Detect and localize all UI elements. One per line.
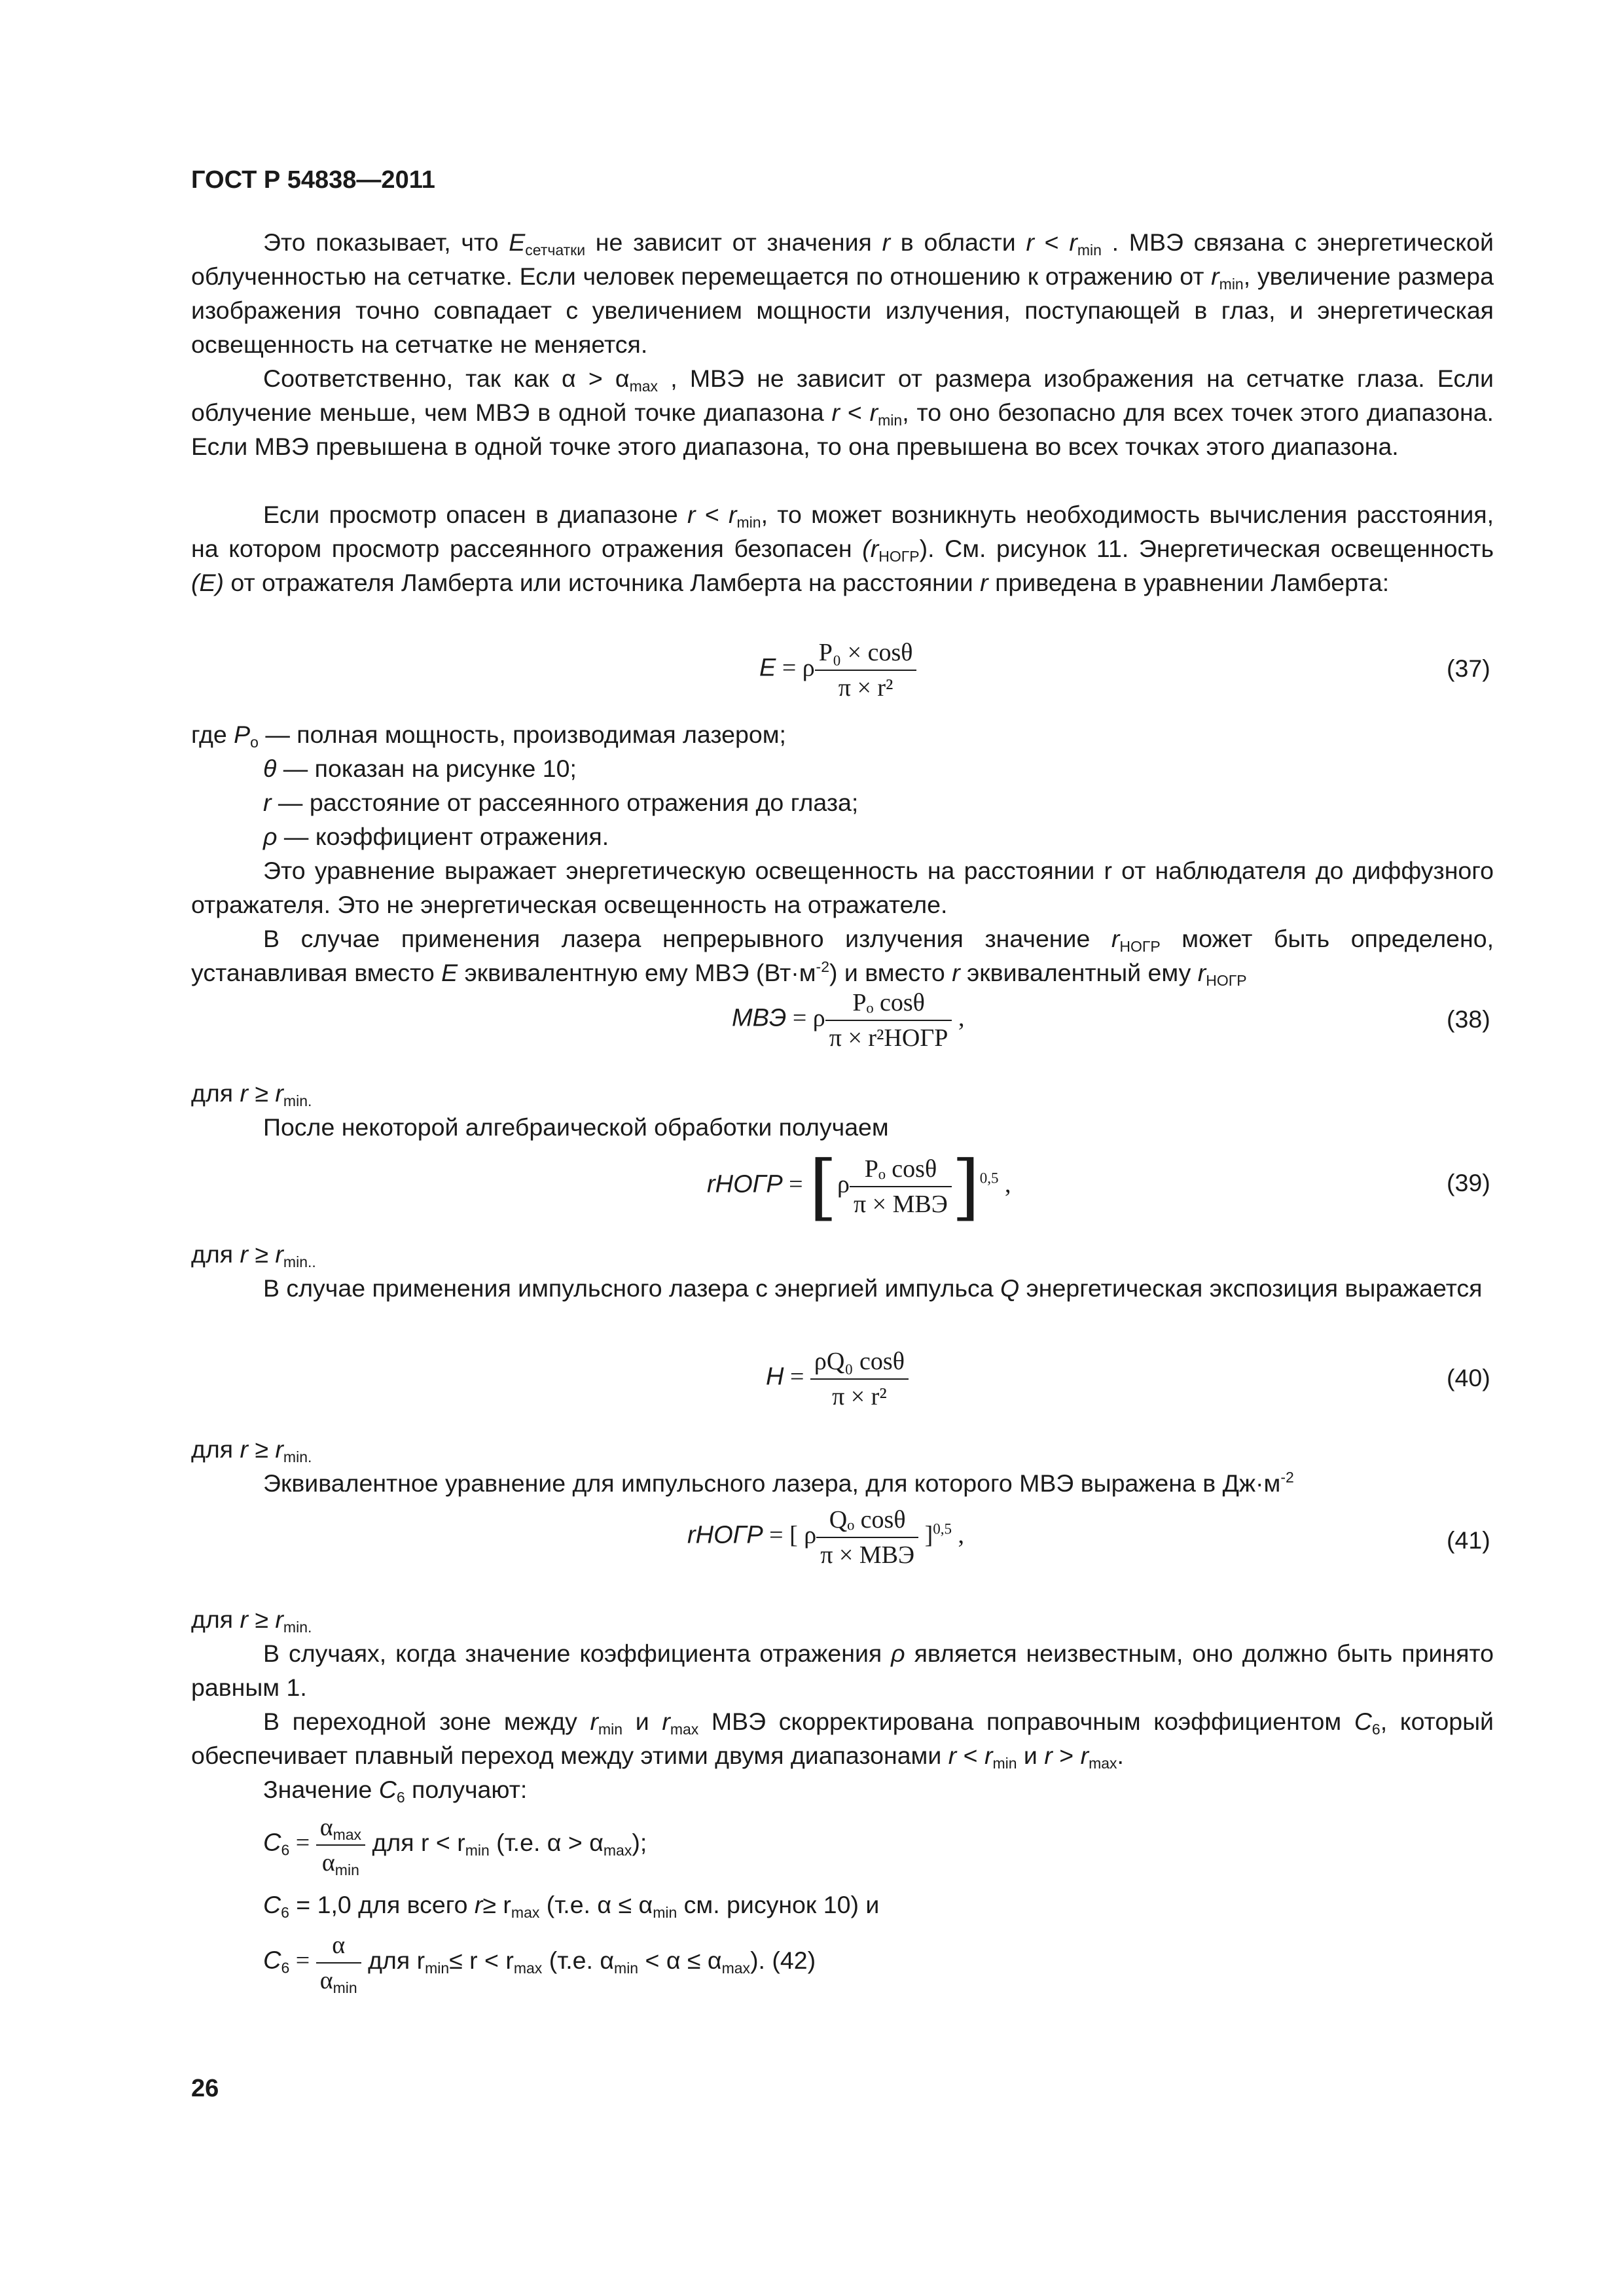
c6-formula-3: $C_6$ = $\frac{\alpha}{\alpha_{min}}$ для $r_{min}\le r < r_{max}$ (т.е. $\alpha_{min} < \alpha \le \alpha_{max}$). (42): [263, 1931, 816, 1996]
equation-39: rНОГР = [ρ $\frac{\text{Pₒ cosθ}}{\text{π × МВЭ}}$ ]$^{0,5}$ ,: [707, 1145, 1011, 1229]
equation-40: H = $\frac{\text{ρQ₀ cosθ}}{\text{π × r²}}$: [766, 1347, 909, 1411]
paragraph-2: Соответственно, так как $\alpha > \alpha_{max}$ , МВЭ не зависит от размера изображения на сетчатке глаза. Если облучение меньше, чем МВЭ в одной точке диапазона $r < r_{min}$, то оно безопасно для всех точек этого диапазона. Если МВЭ превышена в одной точке этого диапазона, то она превышена во всех точках этого диапазона.: [191, 365, 1494, 460]
paragraph-1: Это показывает, что $E_{сетчатки}$ не зависит от значения r в области $r < r_{min}$ . МВЭ связана с энергетической облученностью на сетчатке. Если человек перемещается по отношению к отражению от $r_{min}$, увеличение размера изображения точно совпадает с увеличением мощности излучения, поступающей в глаз, и энергетическая освещенность на сетчатке не меняется.: [191, 228, 1494, 358]
paragraph-8: Эквивалентное уравнение для импульсного лазера, для которого МВЭ выражена в $Дж\cdot м^{-2}$: [263, 1469, 1294, 1497]
where-rho: ρ — коэффициент отражения.: [263, 823, 609, 850]
paragraph-11: Значение $C_6$ получают:: [263, 1776, 528, 1806]
page-number: 26: [191, 2075, 219, 2102]
c6-formula-1: $C_6$ = $\frac{\alpha_{max}}{\alpha_{min}}$ для $r < r_{min}$ (т.е. $\alpha > \alpha_{max}$);: [263, 1814, 647, 1878]
condition-after-41: для $r \ge r_{min.}$: [191, 1605, 312, 1636]
equation-number-39: (39): [1447, 1169, 1490, 1196]
where-r: r — расстояние от рассеянного отражения до глаза;: [263, 789, 859, 816]
paragraph-7: В случае применения импульсного лазера с энергией импульса Q энергетическая экспозиция выражается: [263, 1274, 1483, 1302]
paragraph-3: Если просмотр опасен в диапазоне $r < r_{min}$, то может возникнуть необходимость вычисления расстояния, на котором просмотр рассеянного отражения безопасен $(r_{НОГР})$. См. рисунок 11. Энергетическая освещенность (E) от отражателя Ламберта или источника Ламберта на расстоянии r приведена в уравнении Ламберта:: [191, 501, 1494, 596]
equation-number-40: (40): [1447, 1364, 1490, 1391]
where-theta: θ — показан на рисунке 10;: [263, 755, 577, 782]
where-p0: где $P_o$ — полная мощность, производимая лазером;: [191, 721, 786, 751]
condition-after-39: для $r \ge r_{min..}$: [191, 1240, 316, 1270]
equation-number-37: (37): [1447, 655, 1490, 682]
c6-formula-2: $C_6 = 1,0$ для всего $r\ge r_{max}$ (т.е. $\alpha \le \alpha_{min}$ см. рисунок 10) и: [263, 1891, 880, 1921]
equation-number-38: (38): [1447, 1005, 1490, 1033]
paragraph-5: В случае применения лазера непрерывного излучения значение $r_{НОГР}$ может быть определено, устанавливая вместо E эквивалентную ему МВЭ $(Вт\cdot м^{-2})$ и вместо r эквивалентный ему $r_{НОГР}$: [191, 925, 1494, 989]
paragraph-4: Это уравнение выражает энергетическую освещенность на расстоянии r от наблюдателя до диффузного отражателя. Это не энергетическая освещенность на отражателе.: [191, 857, 1494, 918]
equation-number-41: (41): [1447, 1526, 1490, 1554]
standard-header: ГОСТ Р 54838—2011: [191, 166, 435, 194]
paragraph-9: В случаях, когда значение коэффициента отражения ρ является неизвестным, оно должно быть принято равным 1.: [191, 1640, 1494, 1701]
paragraph-10: В переходной зоне между $r_{min}$ и $r_{max}$ МВЭ скорректирована поправочным коэффициентом $C_6$, который обеспечивает плавный переход между этими двумя диапазонами $r < r_{min}$ и $r > r_{max}$.: [191, 1708, 1494, 1772]
condition-after-40: для $r \ge r_{min.}$: [191, 1435, 312, 1465]
condition-after-38: для $r \ge r_{min.}$: [191, 1079, 312, 1109]
equation-41: rНОГР = [ ρ $\frac{\text{Qₒ cosθ}}{\text{π × МВЭ}}$ ]$^{0,5}$ ,: [687, 1506, 964, 1569]
equation-37: E = ρ $\frac{\text{P₀ × cosθ}}{\text{π × r²}}$: [759, 638, 916, 702]
paragraph-6: После некоторой алгебраической обработки получаем: [263, 1113, 889, 1141]
equation-38: МВЭ = ρ $\frac{\text{Pₒ cosθ}}{\text{π × r²НОГР}}$ ,: [732, 989, 965, 1052]
